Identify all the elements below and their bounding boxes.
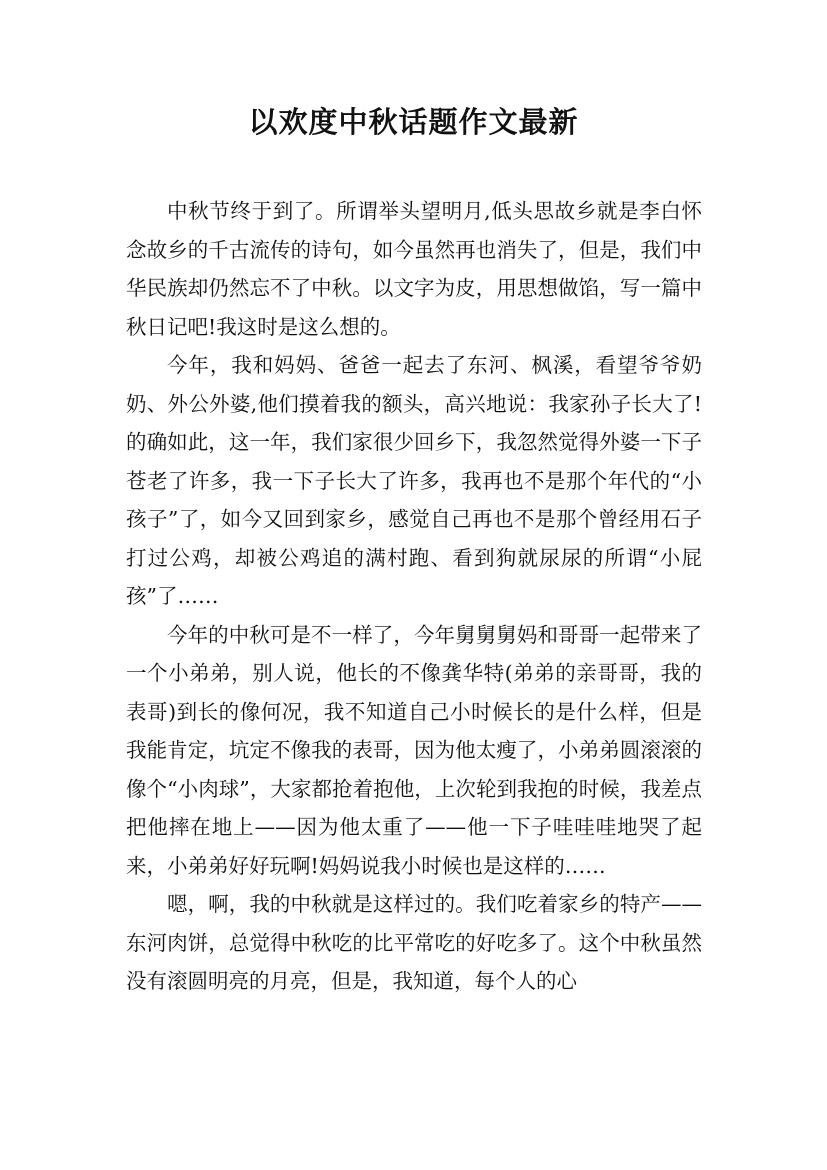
paragraph-3: 今年的中秋可是不一样了，今年舅舅舅妈和哥哥一起带来了一个小弟弟，别人说，他长的不像龚华特(弟弟的亲哥哥，我的表哥)到长的像何况，我不知道自己小时候长的是什么样，但是我能肯定，坑定不像我的表哥，因为他太瘦了，小弟弟圆滚滚的像个“小肉球”，大家都抢着抱他，上次轮到我抱的时候，我差点把他摔在地上——因为他太重了——他一下子哇哇哇地哭了起来，小弟弟好好玩啊!妈妈说我小时候也是这样的…… (126, 622, 702, 878)
paragraph-4: 嗯，啊，我的中秋就是这样过的。我们吃着家乡的特产——东河肉饼，总觉得中秋吃的比平常吃的好吃多了。这个中秋虽然没有滚圆明亮的月亮，但是，我知道，每个人的心 (126, 892, 702, 993)
document-title: 以欢度中秋话题作文最新 (248, 105, 579, 139)
paragraph-1: 中秋节终于到了。所谓举头望明月,低头思故乡就是李白怀念故乡的千古流传的诗句，如今虽然再也消失了，但是，我们中华民族却仍然忘不了中秋。以文字为皮，用思想做馅，写一篇中秋日记吧!我这时是这么想的。 (126, 199, 702, 339)
document-body (126, 192, 702, 1001)
paragraph-2: 今年，我和妈妈、爸爸一起去了东河、枫溪，看望爷爷奶奶、外公外婆,他们摸着我的额头，高兴地说：我家孙子长大了!的确如此，这一年，我们家很少回乡下，我忽然觉得外婆一下子苍老了许多，我一下子长大了许多，我再也不是那个年代的“小孩子”了，如今又回到家乡，感觉自己再也不是那个曾经用石子打过公鸡，却被公鸡追的满村跑、看到狗就尿尿的所谓“小屁孩”了…… (126, 353, 702, 608)
